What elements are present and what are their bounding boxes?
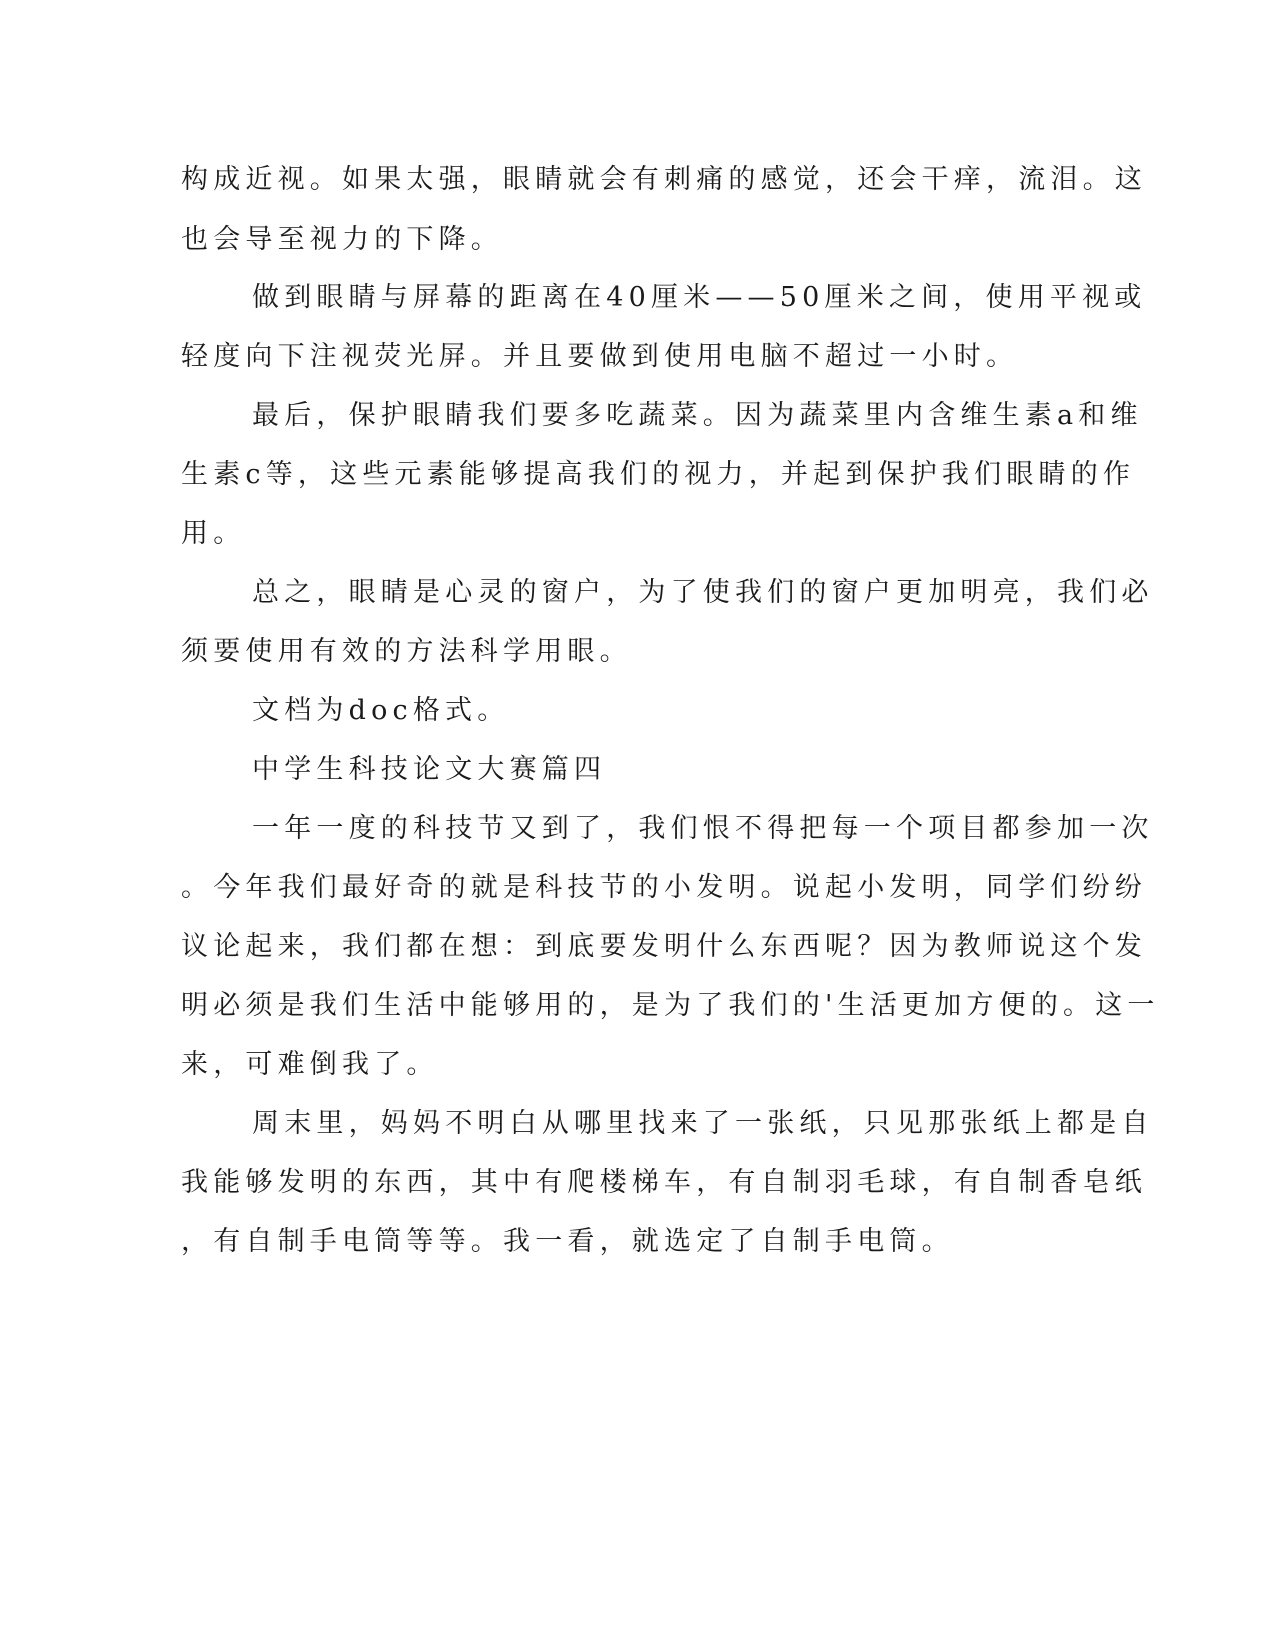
text-line: 一年一度的科技节又到了，我们恨不得把每一个项目都参加一次 bbox=[252, 813, 1154, 844]
text-line: 我能够发明的东西，其中有爬楼梯车，有自制羽毛球，有自制香皂纸 bbox=[181, 1167, 1147, 1198]
text-line: 来，可难倒我了。 bbox=[181, 1049, 439, 1080]
text-line: 议论起来，我们都在想：到底要发明什么东西呢？因为教师说这个发 bbox=[181, 931, 1147, 962]
text-line: ，有自制手电筒等等。我一看，就选定了自制手电筒。 bbox=[181, 1226, 954, 1257]
text-line: 。今年我们最好奇的就是科技节的小发明。说起小发明，同学们纷纷 bbox=[181, 872, 1147, 903]
text-line: 明必须是我们生活中能够用的，是为了我们的'生活更加方便的。这一 bbox=[181, 990, 1160, 1021]
text-line: 总之，眼睛是心灵的窗户，为了使我们的窗户更加明亮，我们必 bbox=[252, 577, 1154, 608]
text-line: 周末里，妈妈不明白从哪里找来了一张纸，只见那张纸上都是自 bbox=[252, 1108, 1154, 1139]
text-line: 用。 bbox=[181, 518, 246, 549]
text-line: 生素c等，这些元素能够提高我们的视力，并起到保护我们眼睛的作 bbox=[181, 459, 1136, 490]
section-heading: 中学生科技论文大赛篇四 bbox=[252, 754, 607, 785]
text-line: 文档为doc格式。 bbox=[252, 695, 510, 726]
text-line: 做到眼睛与屏幕的距离在40厘米——50厘米之间，使用平视或 bbox=[252, 282, 1147, 313]
text-line: 也会导至视力的下降。 bbox=[181, 224, 503, 255]
text-line: 轻度向下注视荧光屏。并且要做到使用电脑不超过一小时。 bbox=[181, 341, 1019, 372]
text-line: 须要使用有效的方法科学用眼。 bbox=[181, 636, 632, 667]
text-line: 最后，保护眼睛我们要多吃蔬菜。因为蔬菜里内含维生素a和维 bbox=[252, 400, 1143, 431]
text-line: 构成近视。如果太强，眼睛就会有刺痛的感觉，还会干痒，流泪。这 bbox=[181, 164, 1147, 195]
